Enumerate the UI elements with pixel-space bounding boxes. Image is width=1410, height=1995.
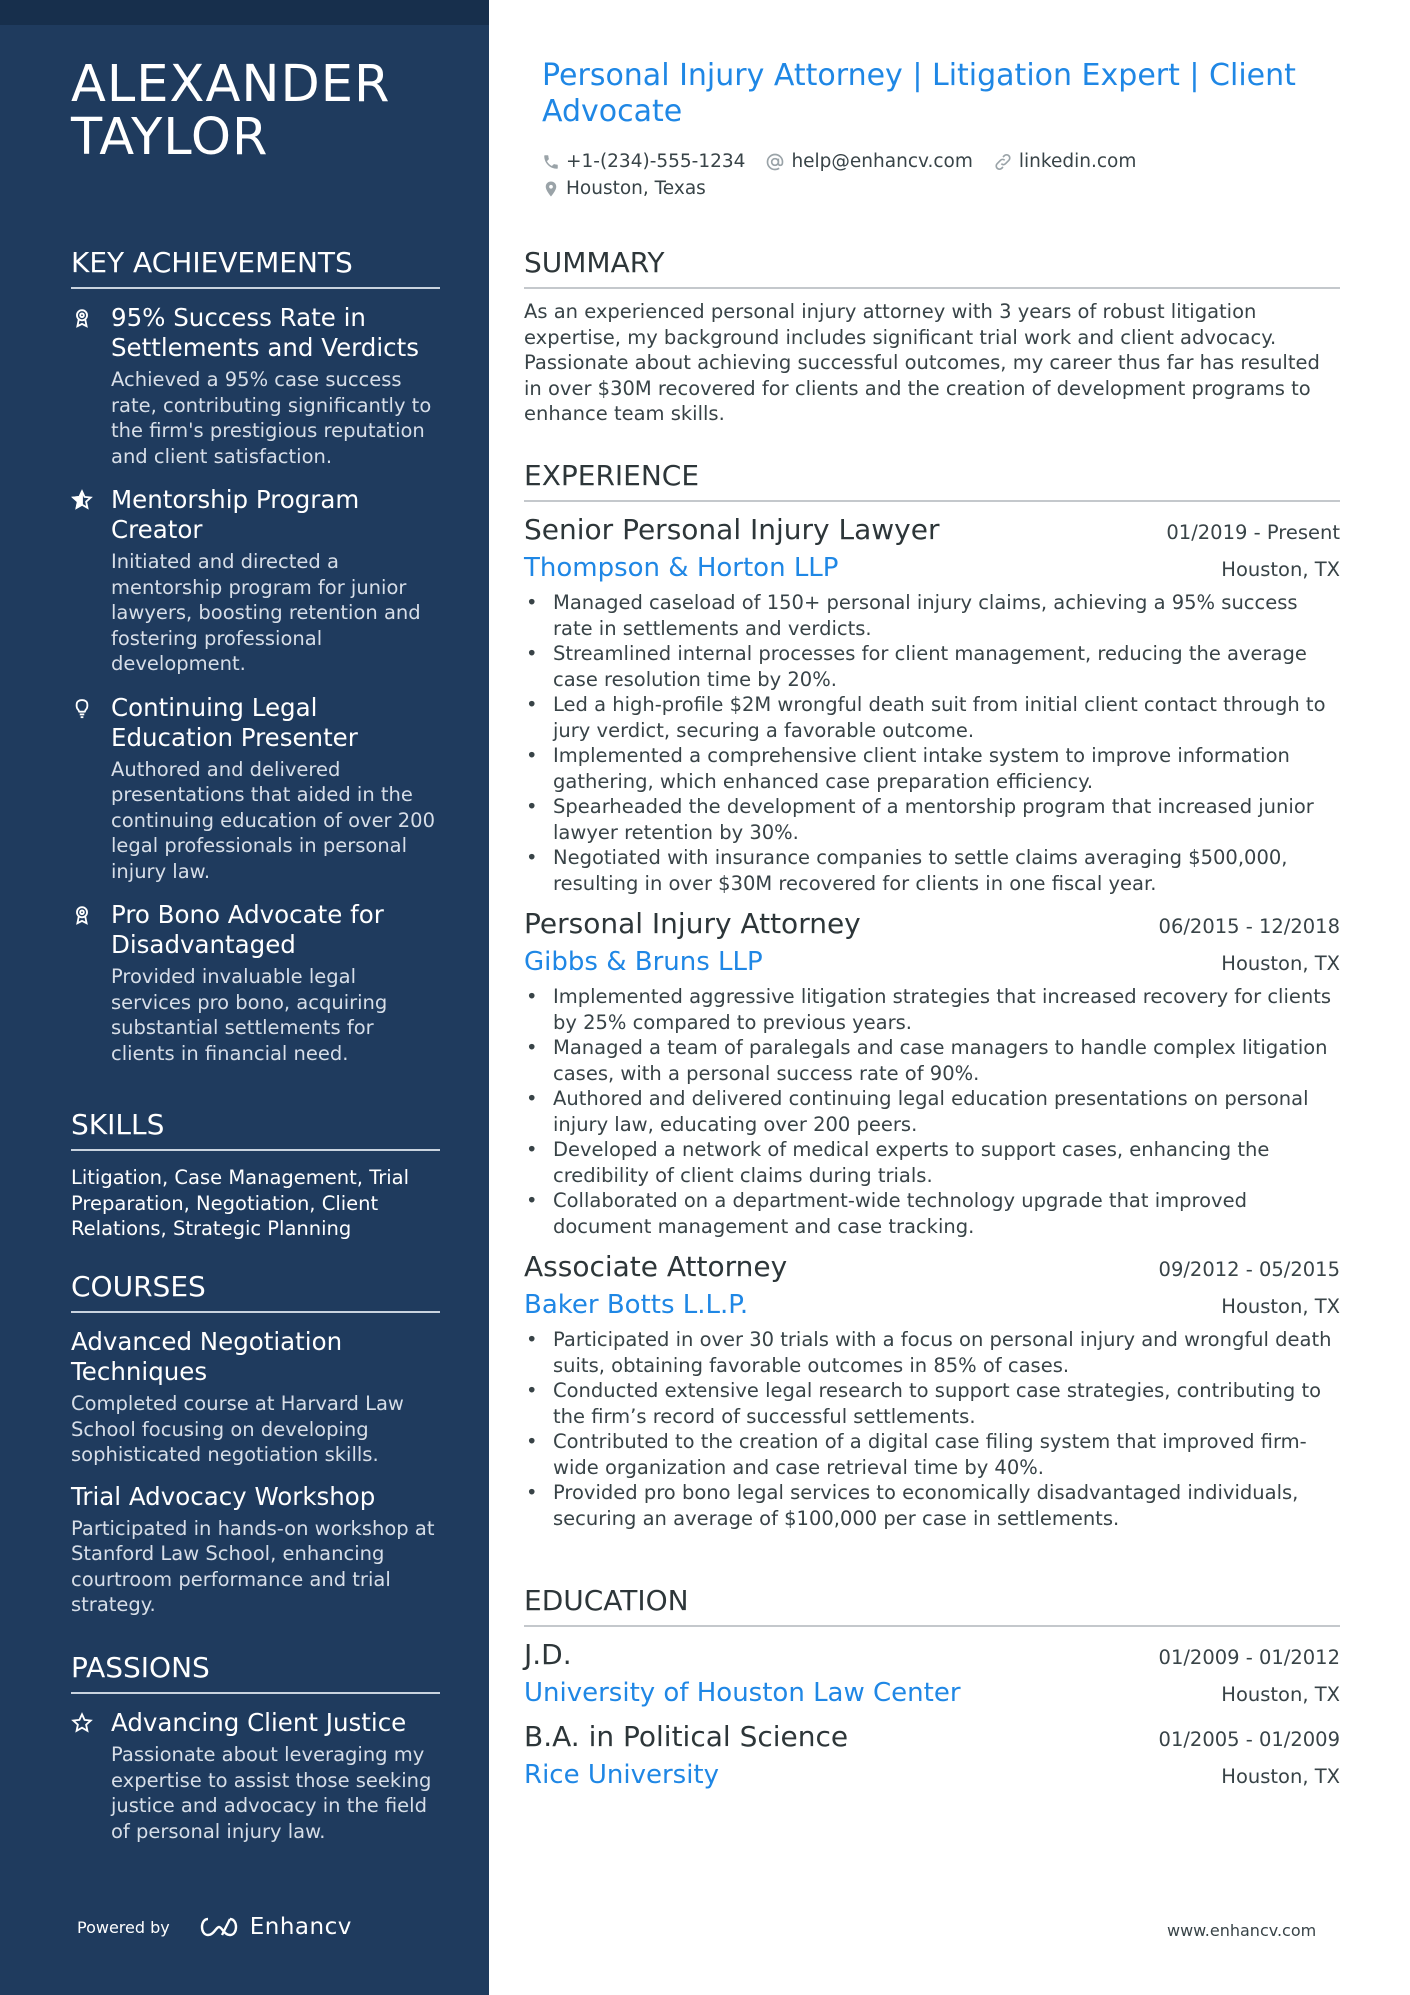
- award-icon: [71, 307, 93, 329]
- achievement-title: Pro Bono Advocate for Disadvantaged: [111, 900, 384, 959]
- job-bullets: [524, 590, 1340, 896]
- summary-title: SUMMARY: [524, 246, 1340, 289]
- passions-section: [71, 1651, 440, 1860]
- education-entry: [524, 1637, 1340, 1709]
- job-bullet: • Spearheaded the development of a mentorship program that increased junior lawyer retention by 30%.: [524, 794, 1340, 845]
- contact-info: [542, 148, 1322, 202]
- location-text: Houston, Texas: [566, 178, 706, 199]
- email-address[interactable]: help@enhancv.com: [791, 151, 973, 172]
- degree: J.D.: [524, 1638, 572, 1671]
- courses-section: [71, 1270, 440, 1632]
- degree: B.A. in Political Science: [524, 1720, 849, 1753]
- star-icon: [71, 1712, 93, 1734]
- enhancv-brand-name: Enhancv: [249, 1914, 352, 1940]
- passion-description: Passionate about leveraging my expertise to assist those seeking justice and advocacy in the field of personal injury law.: [111, 1743, 432, 1843]
- job-location: Houston, TX: [1221, 952, 1340, 975]
- enhancv-logo-icon: [196, 1915, 242, 1939]
- achievement-description: Provided invaluable legal services pro bono, acquiring substantial settlements for clients in financial need.: [111, 965, 388, 1065]
- job-location: Houston, TX: [1221, 1295, 1340, 1318]
- passion-item: [71, 1708, 440, 1844]
- powered-by: [77, 1914, 352, 1940]
- achievement-item: [71, 900, 440, 1066]
- education-title: EDUCATION: [524, 1584, 1340, 1627]
- job-entry: [524, 1249, 1340, 1531]
- achievement-description: Authored and delivered presentations that aided in the continuing education of over 200 legal professionals in personal injury law.: [111, 757, 435, 883]
- location-pin-icon: [542, 179, 560, 199]
- job-bullet: • Negotiated with insurance companies to settle claims averaging $500,000, resulting in over $30M recovered for clients in one fiscal year.: [524, 845, 1340, 896]
- sidebar: [0, 0, 489, 1995]
- education-dates: 01/2005 - 01/2009: [1158, 1728, 1340, 1751]
- achievement-title: Mentorship Program Creator: [111, 485, 360, 544]
- achievement-description: Achieved a 95% case success rate, contributing significantly to the firm's prestigious reputation and client satisfaction.: [111, 368, 432, 468]
- skills-title: SKILLS: [71, 1108, 440, 1151]
- job-bullet: • Managed a team of paralegals and case managers to handle complex litigation cases, with a personal success rate of 90%.: [524, 1035, 1340, 1086]
- contact-email: [765, 148, 972, 175]
- job-title: Associate Attorney: [524, 1250, 788, 1283]
- contact-phone: [542, 148, 745, 175]
- candidate-name: [71, 55, 391, 167]
- job-bullets: [524, 1327, 1340, 1531]
- job-bullet: • Managed caseload of 150+ personal injury claims, achieving a 95% success rate in settlements and verdicts.: [524, 590, 1340, 641]
- job-bullets: [524, 984, 1340, 1239]
- footer-url[interactable]: www.enhancv.com: [1167, 1921, 1317, 1940]
- contact-row: [542, 148, 1322, 175]
- job-bullet: • Authored and delivered continuing legal education presentations on personal injury law, educating over 200 peers.: [524, 1086, 1340, 1137]
- skills-section: [71, 1108, 440, 1242]
- name-line-first: ALEXANDER: [71, 55, 391, 114]
- achievement-description: Initiated and directed a mentorship program for junior lawyers, boosting retention and fostering professional development.: [111, 550, 421, 675]
- job-entry: [524, 906, 1340, 1239]
- experience-section: [524, 459, 1340, 1541]
- at-icon: [765, 152, 785, 172]
- job-bullet: • Streamlined internal processes for client management, reducing the average case resolution time by 20%.: [524, 641, 1340, 692]
- summary-text: As an experienced personal injury attorney with 3 years of robust litigation expertise, my background includes significant trial work and client advocacy. Passionate about achieving successful outcomes, my career thus far has resulted in over $30M recovered for clients and the creation of development programs to enhance team skills.: [524, 300, 1320, 425]
- school-name: University of Houston Law Center: [524, 1678, 961, 1708]
- job-title: Senior Personal Injury Lawyer: [524, 513, 940, 546]
- passions-title: PASSIONS: [71, 1651, 440, 1694]
- education-entry: [524, 1719, 1340, 1791]
- job-company: Thompson & Horton LLP: [524, 553, 839, 583]
- course-item: [71, 1482, 440, 1618]
- achievement-title: Continuing Legal Education Presenter: [111, 692, 358, 752]
- course-description: Completed course at Harvard Law School focusing on developing sophisticated negotiation skills.: [71, 1392, 404, 1466]
- achievement-item: [71, 693, 440, 885]
- education-dates: 01/2009 - 01/2012: [1158, 1646, 1340, 1669]
- job-entry: [524, 512, 1340, 896]
- school-location: Houston, TX: [1221, 1683, 1340, 1706]
- lightbulb-icon: [71, 697, 93, 719]
- skills-list: Litigation, Case Management, Trial Preparation, Negotiation, Client Relations, Strategic Planning: [71, 1166, 410, 1240]
- job-bullet: • Conducted extensive legal research to support case strategies, contributing to the firm’s record of successful settlements.: [524, 1378, 1340, 1429]
- powered-by-label: Powered by: [77, 1917, 170, 1937]
- passion-title: Advancing Client Justice: [111, 1708, 407, 1737]
- job-company: Baker Botts L.L.P.: [524, 1290, 749, 1320]
- phone-icon: [542, 153, 560, 171]
- award-icon: [71, 904, 93, 926]
- link-icon: [993, 152, 1013, 172]
- school-location: Houston, TX: [1221, 1765, 1340, 1788]
- job-bullet: • Led a high-profile $2M wrongful death suit from initial client contact through to jury verdict, securing a favorable outcome.: [524, 692, 1340, 743]
- job-dates: 01/2019 - Present: [1166, 521, 1340, 544]
- contact-linkedin: [993, 148, 1136, 175]
- sidebar-top-bar: [0, 0, 489, 25]
- key-achievements-section: [71, 246, 440, 1082]
- key-achievements-title: KEY ACHIEVEMENTS: [71, 246, 440, 289]
- contact-location: [542, 175, 706, 202]
- courses-title: COURSES: [71, 1270, 440, 1313]
- job-dates: 09/2012 - 05/2015: [1158, 1258, 1340, 1281]
- headline: Personal Injury Attorney | Litigation Expert | Client Advocate: [542, 58, 1296, 129]
- achievement-title: 95% Success Rate in Settlements and Verdicts: [111, 303, 419, 362]
- achievement-item: [71, 485, 440, 677]
- course-description: Participated in hands-on workshop at Stanford Law School, enhancing courtroom performance and trial strategy.: [71, 1516, 435, 1616]
- achievement-item: [71, 303, 440, 469]
- job-location: Houston, TX: [1221, 558, 1340, 581]
- name-line-last: TAYLOR: [71, 108, 269, 167]
- job-bullet: • Provided pro bono legal services to economically disadvantaged individuals, securing an average of $100,000 per case in settlements.: [524, 1480, 1340, 1531]
- course-title: Trial Advocacy Workshop: [71, 1481, 376, 1511]
- education-section: [524, 1584, 1340, 1801]
- linkedin-link[interactable]: linkedin.com: [1018, 151, 1137, 172]
- job-title: Personal Injury Attorney: [524, 907, 861, 940]
- job-bullet: • Implemented a comprehensive client intake system to improve information gathering, which enhanced case preparation efficiency.: [524, 743, 1340, 794]
- job-bullet: • Participated in over 30 trials with a focus on personal injury and wrongful death suits, obtaining favorable outcomes in 85% of cases.: [524, 1327, 1340, 1378]
- job-bullet: • Implemented aggressive litigation strategies that increased recovery for clients by 25% compared to previous years.: [524, 984, 1340, 1035]
- course-title: Advanced Negotiation Techniques: [71, 1327, 343, 1386]
- experience-title: EXPERIENCE: [524, 459, 1340, 502]
- job-bullet: • Developed a network of medical experts to support cases, enhancing the credibility of client claims during trials.: [524, 1137, 1340, 1188]
- school-name: Rice University: [524, 1760, 719, 1790]
- contact-row: [542, 175, 1322, 202]
- job-bullet: • Contributed to the creation of a digital case filing system that improved firm-wide organization and case retrieval time by 40%.: [524, 1429, 1340, 1480]
- summary-section: [524, 246, 1340, 427]
- star-half-icon: [71, 489, 93, 511]
- phone-number[interactable]: +1-(234)-555-1234: [566, 151, 746, 172]
- job-bullet: • Collaborated on a department-wide technology upgrade that improved document management and case tracking.: [524, 1188, 1340, 1239]
- course-item: [71, 1327, 440, 1468]
- job-company: Gibbs & Bruns LLP: [524, 947, 763, 977]
- job-dates: 06/2015 - 12/2018: [1158, 915, 1340, 938]
